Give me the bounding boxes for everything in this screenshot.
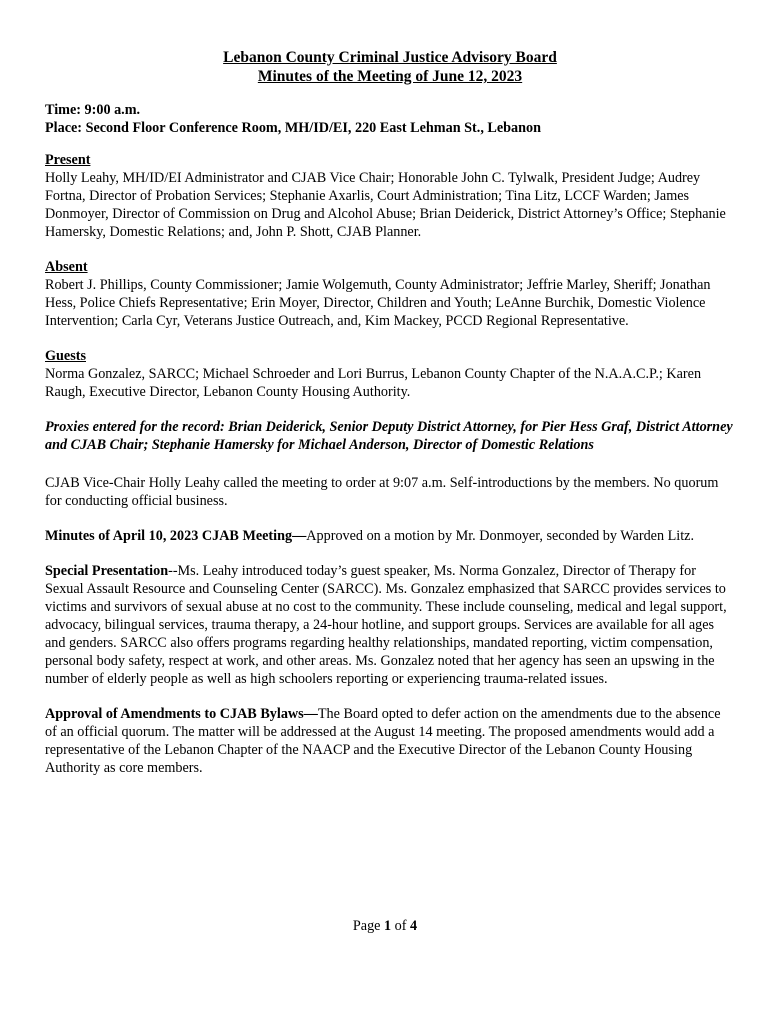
- special-presentation-lead: Special Presentation: [45, 563, 169, 579]
- guests-list: Norma Gonzalez, SARCC; Michael Schroeder and Lori Burrus, Lebanon County Chapter of the N.A.A.C.P.; Karen Raugh, Executive Director, Lebanon County Housing Authority.: [45, 366, 702, 400]
- present-heading: Present: [45, 152, 91, 168]
- bylaws-lead: Approval of Amendments to CJAB Bylaws—: [45, 706, 318, 722]
- guests-section: [45, 347, 735, 401]
- proxies-text: Proxies entered for the record: Brian Deiderick, Senior Deputy District Attorney, for Pier Hess Graf, District Attorney and CJAB Chair; Stephanie Hamersky for Michael Anderson, Director of Domestic Relations: [45, 419, 733, 453]
- minutes-lead: Minutes of April 10, 2023 CJAB Meeting—: [45, 528, 307, 544]
- special-presentation-paragraph: [45, 562, 735, 688]
- meeting-place: Place: Second Floor Conference Room, MH/ID/EI, 220 East Lehman St., Lebanon: [45, 120, 542, 136]
- page-label: Page: [352, 918, 381, 934]
- minutes-paragraph: [45, 527, 735, 545]
- page-of: of: [394, 918, 407, 934]
- bylaws-section: [45, 705, 735, 777]
- absent-list: Robert J. Phillips, County Commissioner; Jamie Wolgemuth, County Administrator; Jeffrie Marley, Sheriff; Jonathan Hess, Police Chiefs Representative; Erin Moyer, Director, Children and Youth; LeAnne Burchik, Domestic Violence Intervention; Carla Cyr, Veterans Justice Outreach, and, Kim Mackey, PCCD Regional Representative.: [45, 277, 711, 329]
- present-section: [45, 151, 735, 241]
- absent-section: [45, 258, 735, 330]
- absent-heading: Absent: [45, 259, 88, 275]
- present-list: Holly Leahy, MH/ID/EI Administrator and CJAB Vice Chair; Honorable John C. Tylwalk, President Judge; Audrey Fortna, Director of Probation Services; Stephanie Axarlis, Court Administration; Tina Litz, LCCF Warden; James Donmoyer, Director of Commission on Drug and Alcohol Abuse; Brian Deiderick, District Attorney’s Office; Stephanie Hamersky, Domestic Relations; and, John P. Shott, CJAB Planner.: [45, 170, 726, 240]
- bylaws-text: The Board opted to defer action on the amendments due to the absence of an official quorum. The matter will be addressed at the August 14 meeting. The proposed amendments would add a representative of the Lebanon Chapter of the NAACP and the Executive Director of the Lebanon County Housing Authority as core members.: [45, 706, 721, 776]
- minutes-section: [45, 527, 735, 545]
- call-to-order-section: [45, 474, 735, 510]
- document-title: Lebanon County Criminal Justice Advisory Board: [223, 49, 557, 66]
- bylaws-paragraph: [45, 705, 735, 777]
- special-presentation-section: [45, 562, 735, 688]
- meeting-details: [45, 101, 735, 137]
- guests-heading: Guests: [45, 348, 86, 364]
- minutes-text: Approved on a motion by Mr. Donmoyer, seconded by Warden Litz.: [306, 528, 694, 544]
- page-current: 1: [384, 918, 392, 934]
- call-to-order-text: CJAB Vice-Chair Holly Leahy called the meeting to order at 9:07 a.m. Self-introductions by the members. No quorum for conducting official business.: [45, 475, 719, 509]
- page-total: 4: [410, 918, 418, 934]
- proxies-section: [45, 418, 735, 454]
- meeting-time: Time: 9:00 a.m.: [45, 102, 141, 118]
- special-presentation-text: --Ms. Leahy introduced today’s guest speaker, Ms. Norma Gonzalez, Director of Therapy for Sexual Assault Resource and Counseling Center (SARCC). Ms. Gonzalez emphasized that SARCC provides services to victims and survivors of sexual abuse at no cost to the community. These include counseling, medical and legal support, advocacy, bilingual services, trauma therapy, a 24-hour hotline, and support groups. Services are available for all ages and genders. SARCC also offers programs regarding healthy relationships, mandated reporting, victim compensation, personal body safety, respect at work, and other areas. Ms. Gonzalez noted that her agency has seen an upswing in the number of elderly people as well as high schoolers reporting or experiencing trauma-related issues.: [45, 563, 727, 687]
- document-content: [45, 48, 735, 777]
- page-number: [0, 917, 770, 935]
- document-subtitle: Minutes of the Meeting of June 12, 2023: [257, 68, 523, 85]
